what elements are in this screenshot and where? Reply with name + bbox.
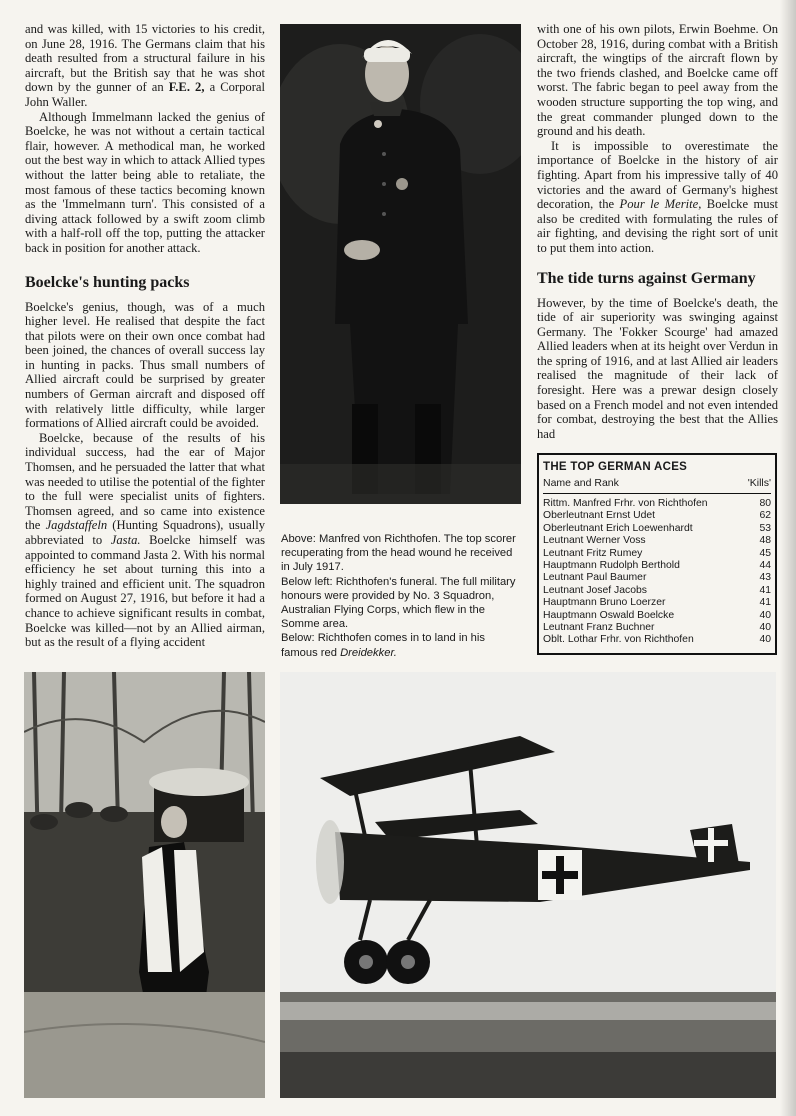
aces-table-header — [543, 477, 771, 494]
term-jagdstaffeln: Jagdstaffeln — [45, 518, 108, 533]
table-row: Hauptmann Rudolph Berthold 44 — [543, 560, 771, 572]
column-header-name: Name and Rank — [543, 477, 619, 489]
caption-below-left: Below left: Richthofen's funeral. The full military honours were provided by No. 3 Squadron, Australian Flying Corps, which flew in the Somme area. — [281, 575, 516, 631]
table-row: Leutnant Fritz Rumey 45 — [543, 547, 771, 559]
table-row: Rittm. Manfred Frhr. von Richthofen 80 — [543, 498, 771, 509]
table-row: Oberleutnant Erich Loewenhardt 53 — [543, 522, 771, 534]
left-paragraph-2: Although Immelmann lacked the genius of Boelcke, he was not without a certain tactical flair, however. A methodical man, he worked out the best way in which to attack Allied types without the latter being able to retaliate, the most famous of these tactics becoming known as the 'Immelmann turn'. This consisted of a diving attack followed by a swift zoom climb with a half-roll off the top, putting the attacker back in position for another attack. — [25, 109, 265, 255]
triplane-illustration — [280, 672, 776, 1098]
table-row: Oberleutnant Ernst Udet 62 — [543, 510, 771, 522]
table-row: Leutnant Josef Jacobs 41 — [543, 584, 771, 596]
table-row: Hauptmann Oswald Boelcke 40 — [543, 609, 771, 621]
left-paragraph-3: Boelcke's genius, though, was of a much higher level. He realised that despite the fact that pilots were on their own once combat had been joined, the chances of overall success lay in hunting in packs. Thus small numbers of Allied aircraft could be surprised by greater numbers of German aircraft and disposed off with relatively little difficulty, while larger formations of Allied aircraft could be avoided. — [25, 299, 265, 431]
table-row: Oblt. Lothar Frhr. von Richthofen 40 — [543, 634, 771, 646]
aces-table-title: THE TOP GERMAN ACES — [543, 461, 688, 473]
right-paragraph-3: However, by the time of Boelcke's death, the tide of air superiority was swinging against Germany. The 'Fokker Scourge' had amazed Allied leaders when at its height over Verdun in the spring of 1916, and at last Allied air leaders realised the magnitude of their lack of foresight. Here was a prewar design closely based on a French model and not even intended for combat, destroying the best that the Allies had — [537, 295, 778, 441]
left-text-column — [25, 22, 265, 650]
caption-below: Below: Richthofen comes in to land in his famous red Dreidekker. — [281, 632, 485, 659]
richthofen-funeral-photo — [24, 672, 265, 1098]
right-paragraph-1: with one of his own pilots, Erwin Boehme. On October 28, 1916, during combat with a British aircraft, the wingtips of the aircraft flown by the two friends clashed, and Boelcke came off worst. The fabric began to peel away from the wooden structure supporting the top wing, and the great commander plunged down to the ground and his death. — [537, 22, 778, 139]
dreidekker-landing-photo — [280, 672, 776, 1098]
table-row: Hauptmann Bruno Loerzer 41 — [543, 597, 771, 609]
page-edge-shadow — [780, 0, 796, 1116]
portrait-illustration — [280, 24, 521, 504]
heading-tide-turns: The tide turns against Germany — [537, 269, 756, 287]
richthofen-portrait-photo — [280, 24, 521, 504]
left-paragraph-4: Boelcke, because of the results of his individual success, had the ear of Major Thomsen, and he persuaded the latter that what was needed to utilise the potential of the fighter to the full were specialist units of fighters. Thomsen agreed, and so came into existence the Jagdstaffeln (Hunting Squadrons), usually abbreviated to Jasta. Boelcke himself was appointed to command Jasta 2. With his normal efficiency he set about turning this into a highly trained and efficient unit. The squadron formed on August 27, 1916, but before it had a chance to achieve significant results in combat, Boelcke was killed—not by an Allied airman, but as the result of a flying accident — [25, 430, 265, 650]
column-header-kills: 'Kills' — [747, 477, 771, 489]
top-german-aces-table — [537, 453, 777, 655]
award-pour-le-merite: Pour le Merite, — [619, 197, 702, 212]
term-jasta: Jasta. — [110, 533, 141, 547]
funeral-illustration — [24, 672, 265, 1098]
right-paragraph-2: It is impossible to overestimate the importance of Boelcke in the history of air fighting. Apart from his impressive tally of 40 victories and the award of Germany's highest decoration, the Pour le Merite, Boelcke must also be credited with formulating the rules of air fighting, and devising the right sort of unit to put them into action. — [537, 138, 778, 255]
aces-table-body — [543, 498, 771, 647]
table-row: Leutnant Paul Baumer 43 — [543, 572, 771, 584]
left-paragraph-1: and was killed, with 15 victories to his credit, on June 28, 1916. The Germans claim that his death resulted from a structural failure in his aircraft, but the British say that he was shot down by the gunner of an F.E. 2, a Corporal John Waller. — [25, 22, 265, 109]
table-row: Leutnant Franz Buchner 40 — [543, 622, 771, 634]
aircraft-name-fe2: F.E. 2, — [168, 80, 205, 95]
caption-above: Above: Manfred von Richthofen. The top scorer recuperating from the head wound he received in July 1917. — [281, 533, 516, 574]
table-row: Leutnant Werner Voss 48 — [543, 535, 771, 547]
heading-boelckes-hunting-packs: Boelcke's hunting packs — [25, 273, 190, 291]
photo-captions — [281, 532, 522, 660]
right-text-column — [537, 22, 778, 441]
